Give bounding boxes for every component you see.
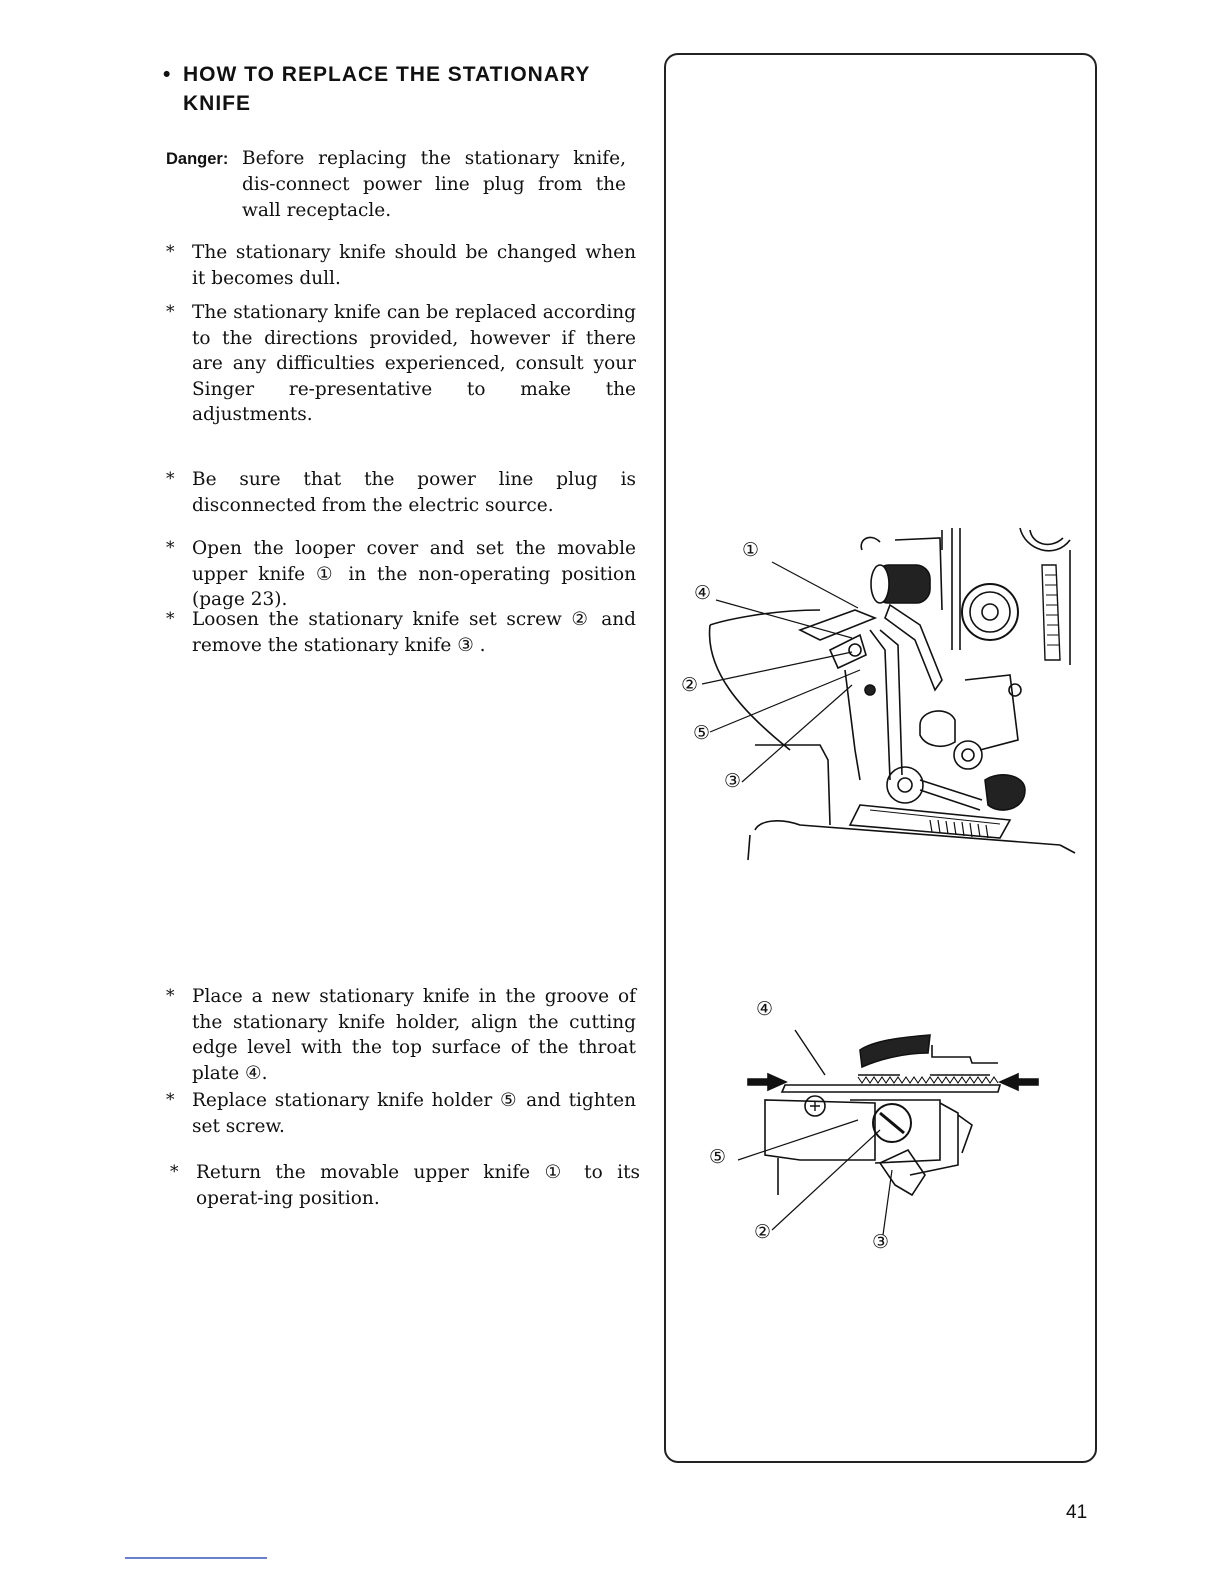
note-item (166, 536, 636, 613)
callout-1: ① (742, 539, 760, 561)
note-star: * (166, 609, 175, 629)
cover-edge (710, 610, 820, 625)
note-text: Replace stationary knife holder ⑤ and tighten set screw. (192, 1090, 636, 1137)
footer-rule (125, 1557, 267, 1559)
callout-5: ⑤ (709, 1146, 727, 1168)
note-star: * (166, 538, 175, 558)
note-text: Be sure that the power line plug is disconnected from the electric source. (192, 469, 636, 516)
note-item (166, 1088, 636, 1139)
note-item (166, 607, 636, 658)
callout-3: ③ (872, 1231, 890, 1253)
note-item (166, 984, 636, 1086)
title-text: HOW TO REPLACE THE STATIONARY KNIFE (183, 63, 591, 115)
note-item (166, 300, 636, 428)
callout-2: ② (681, 674, 699, 696)
arrow-right (1000, 1074, 1038, 1090)
note-star: * (166, 1090, 175, 1110)
note-star: * (166, 302, 175, 322)
note-text: The stationary knife should be changed when it becomes dull. (192, 242, 636, 289)
note-star: * (170, 1162, 179, 1182)
note-star: * (166, 986, 175, 1006)
callout-4: ④ (756, 998, 774, 1020)
page-number: 41 (1066, 1502, 1088, 1523)
note-item (166, 467, 636, 518)
page-title (163, 60, 633, 118)
note-text: The stationary knife can be replaced according to the directions provided, however if there are any difficulties experienced, consult your Singer re-presentative to make the adjustments. (192, 302, 636, 425)
callout-5: ⑤ (693, 722, 711, 744)
knife-holder-illustration (700, 995, 1045, 1260)
note-item (166, 240, 636, 291)
note-text: Loosen the stationary knife set screw ② and remove the stationary knife ③ . (192, 609, 636, 656)
note-text: Open the looper cover and set the movable upper knife ① in the non-operating position (page 23). (192, 538, 636, 610)
danger-label: Danger: (166, 150, 229, 168)
note-star: * (166, 242, 175, 262)
note-item (170, 1160, 640, 1211)
callout-2: ② (754, 1221, 772, 1243)
lower-knob (920, 711, 955, 746)
title-bullet: • (163, 63, 172, 86)
note-star: * (166, 469, 175, 489)
danger-text: Before replacing the stationary knife, dis-connect power line plug from the wall receptacle. (242, 148, 626, 221)
danger-warning (166, 146, 636, 224)
note-text: Return the movable upper knife ① to its operat-ing position. (196, 1162, 640, 1209)
callout-4: ④ (694, 582, 712, 604)
arrow-left (748, 1074, 786, 1090)
machine-illustration (680, 520, 1080, 865)
callout-3: ③ (724, 770, 742, 792)
note-text: Place a new stationary knife in the groove of the stationary knife holder, align the cutting edge level with the top surface of the throat plate ④. (192, 986, 636, 1084)
